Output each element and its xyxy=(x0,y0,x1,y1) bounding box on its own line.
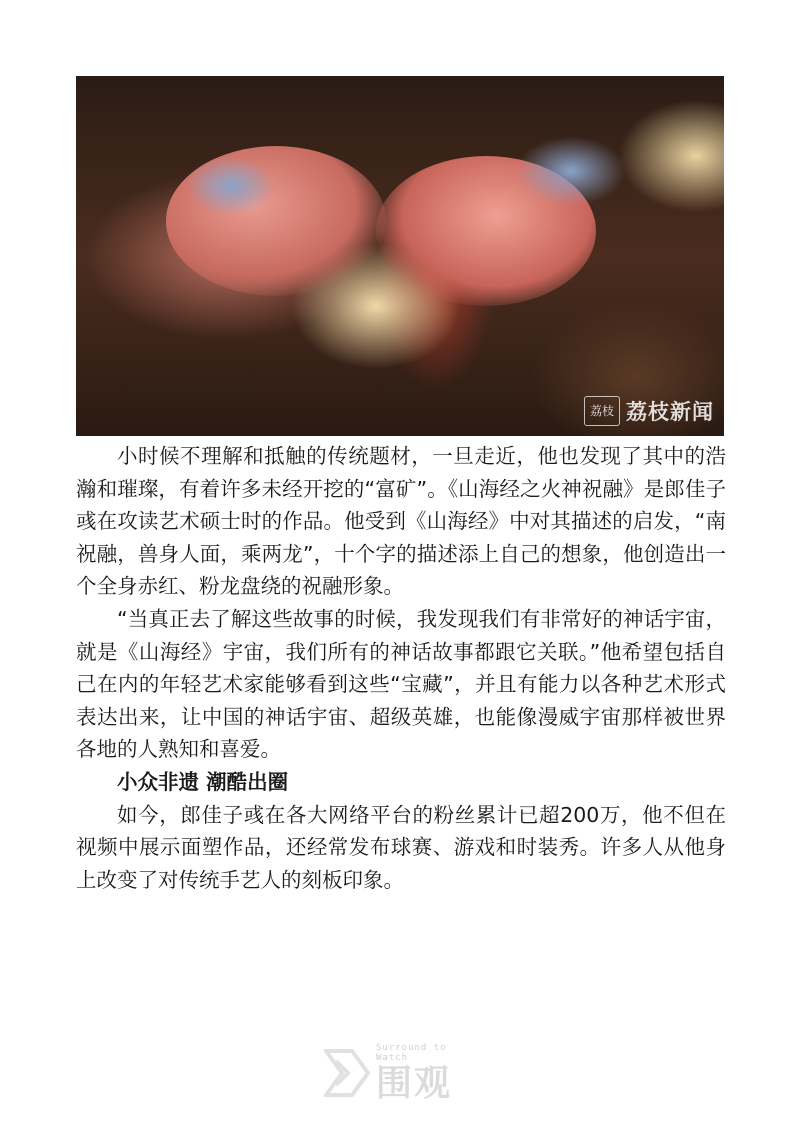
footer-tagline: Surround to Watch xyxy=(376,1043,447,1063)
section-heading: 小众非遗 潮酷出圈 xyxy=(117,769,289,794)
article-body xyxy=(76,440,726,896)
footer-brand-name: 围观 xyxy=(376,1063,453,1104)
paragraph-2: “当真正去了解这些故事的时候，我发现我们有非常好的神话宇宙，就是《山海经》宇宙，我们所有的神话故事都跟它关联。”他希望包括自己在内的年轻艺术家能够看到这些“宝藏”，并且有能力以各种艺术形式表达出来，让中国的神话宇宙、超级英雄，也能像漫威宇宙那样被世界各地的人熟知和喜爱。 xyxy=(76,606,726,762)
weiguan-logo-icon xyxy=(324,1047,370,1099)
dragon-crest-right xyxy=(516,136,626,206)
article-photo xyxy=(76,76,724,436)
footer-watermark xyxy=(324,1043,474,1103)
photo-watermark-brand: 荔枝新闻 xyxy=(626,400,714,424)
lizhi-logo-icon: 荔枝 xyxy=(584,396,620,426)
paragraph-3: 如今，郎佳子彧在各大网络平台的粉丝累计已超200万，他不但在视频中展示面塑作品，还经常发布球赛、游戏和时装秀。许多人从他身上改变了对传统手艺人的刻板印象。 xyxy=(76,802,726,892)
paragraph-1: 小时候不理解和抵触的传统题材，一旦走近，他也发现了其中的浩瀚和璀璨，有着许多未经开挖的“富矿”。《山海经之火神祝融》是郎佳子彧在攻读艺术硕士时的作品。他受到《山海经》中对其描述的启发，“南祝融，兽身人面，乘两龙”，十个字的描述添上自己的想象，他创造出一个全身赤红、粉龙盘绕的祝融形象。 xyxy=(76,444,726,599)
photo-watermark xyxy=(584,396,714,426)
dragon-crest-left xyxy=(186,156,276,216)
